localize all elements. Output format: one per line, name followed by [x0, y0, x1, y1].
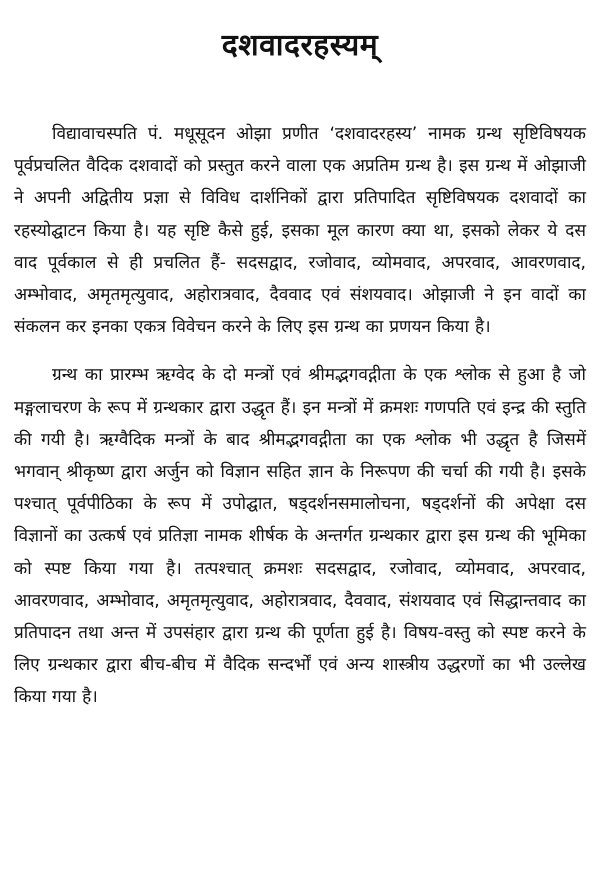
paragraph-structure: ग्रन्थ का प्रारम्भ ऋग्वेद के दो मन्त्रों एवं श्रीमद्भगवद्गीता के एक श्लोक से हुआ है जो मङ्गलाचरण के रूप में ग्रन्थकार द्वारा उद्धृत हैं। इन मन्त्रों में क्रमशः गणपति एवं इन्द्र की स्तुति की गयी है। ऋग्वैदिक मन्त्रों के बाद श्रीमद्भगवद्गीता का एक श्लोक भी उद्धृत है जिसमें भगवान् श्रीकृष्ण द्वारा अर्जुन को विज्ञान सहित ज्ञान के निरूपण की चर्चा की गयी है। इसके पश्चात् पूर्वपीठिका के रूप में उपोद्घात, षड्दर्शनसमालोचना, षड्दर्शनों की अपेक्षा दस विज्ञानों का उत्कर्ष एवं प्रतिज्ञा नामक शीर्षक के अन्तर्गत ग्रन्थकार द्वारा इस ग्रन्थ की भूमिका को स्पष्ट किया गया है। तत्पश्चात् क्रमशः सदसद्वाद, रजोवाद, व्योमवाद, अपरवाद, आवरणवाद, अम्भोवाद, अमृतमृत्युवाद, अहोरात्रवाद, दैववाद, संशयवाद एवं सिद्धान्तवाद का प्रतिपादन तथा अन्त में उपसंहार द्वारा ग्रन्थ की पूर्णता हुई है। विषय-वस्तु को स्पष्ट करने के लिए ग्रन्थकार द्वारा बीच-बीच में वैदिक सन्दर्भों एवं अन्य शास्त्रीय उद्धरणों का भी उल्लेख किया गया है। — [14, 365, 586, 708]
page-title: दशवादरहस्यम् — [221, 28, 379, 63]
paragraph-intro: विद्यावाचस्पति पं. मधूसूदन ओझा प्रणीत ‘दशवादरहस्य’ नामक ग्रन्थ सृष्टिविषयक पूर्वप्रचलित वैदिक दशवादों को प्रस्तुत करने वाला एक अप्रतिम ग्रन्थ है। इस ग्रन्थ में ओझाजी ने अपनी अद्वितीय प्रज्ञा से विविध दार्शनिकों द्वारा प्रतिपादित सृष्टिविषयक दशवादों का रहस्योद्घाटन किया है। यह सृष्टि कैसे हुई, इसका मूल कारण क्या था, इसको लेकर ये दस वाद पूर्वकाल से ही प्रचलित हैं- सदसद्वाद, रजोवाद, व्योमवाद, अपरवाद, आवरणवाद, अम्भोवाद, अमृतमृत्युवाद, अहोरात्रवाद, दैववाद एवं संशयवाद। ओझाजी ने इन वादों का संकलन कर इनका एकत्र विवेचन करने के लिए इस ग्रन्थ का प्रणयन किया है। — [14, 124, 586, 338]
